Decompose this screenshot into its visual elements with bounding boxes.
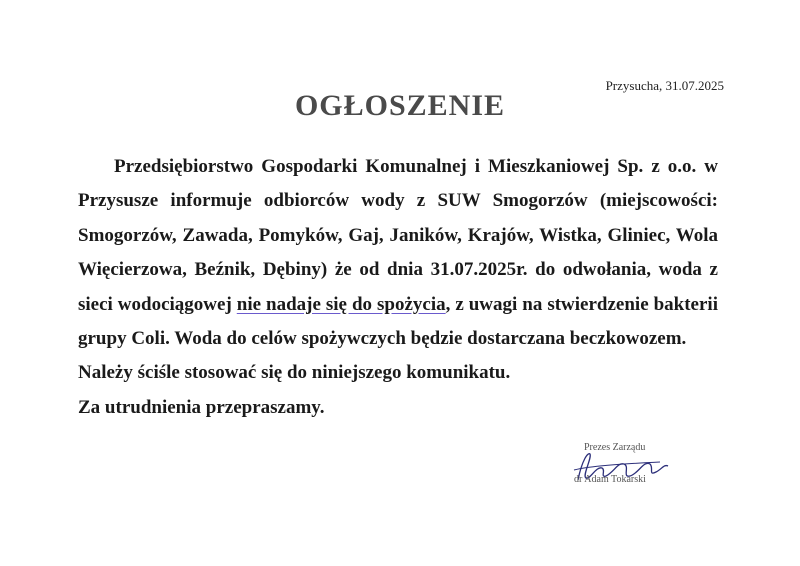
announcement-date: Przysucha, 31.07.2025 [605,78,724,93]
main-paragraph-text: Przedsiębiorstwo Gospodarki Komunalnej i Mieszkaniowej Sp. z o.o. w Przysusze informuje odbiorców wody z SUW Smogorzów (miejscowości: Smogorzów, Zawada, Pomyków, Gaj, Janików, Krajów, Wistka, Gliniec, Wola Więcierzowa, Beźnik, Dębiny) że od dnia 31.07.2025r. do odwołania, woda z sieci wodociągowej [78,156,718,315]
signature-block [560,440,680,495]
page-title: OGŁOSZENIE [294,89,506,122]
warning-highlight: nie nadaje się do spożycia [236,293,446,315]
announcement-body [78,150,718,425]
main-paragraph-continuation: , z uwagi na stwierdzenie bakterii grupy Coli. Woda do celów spożywczych będzie dostarczana beczkowozem. [78,293,718,350]
instruction-line: Należy ściśle stosować się do niniejszego komunikatu. [78,362,511,384]
apology-line: Za utrudnienia przepraszamy. [78,396,325,418]
signature-name: dr Adam Tokarski [574,474,646,485]
main-paragraph [78,150,718,356]
signature-role: Prezes Zarządu [584,442,646,453]
